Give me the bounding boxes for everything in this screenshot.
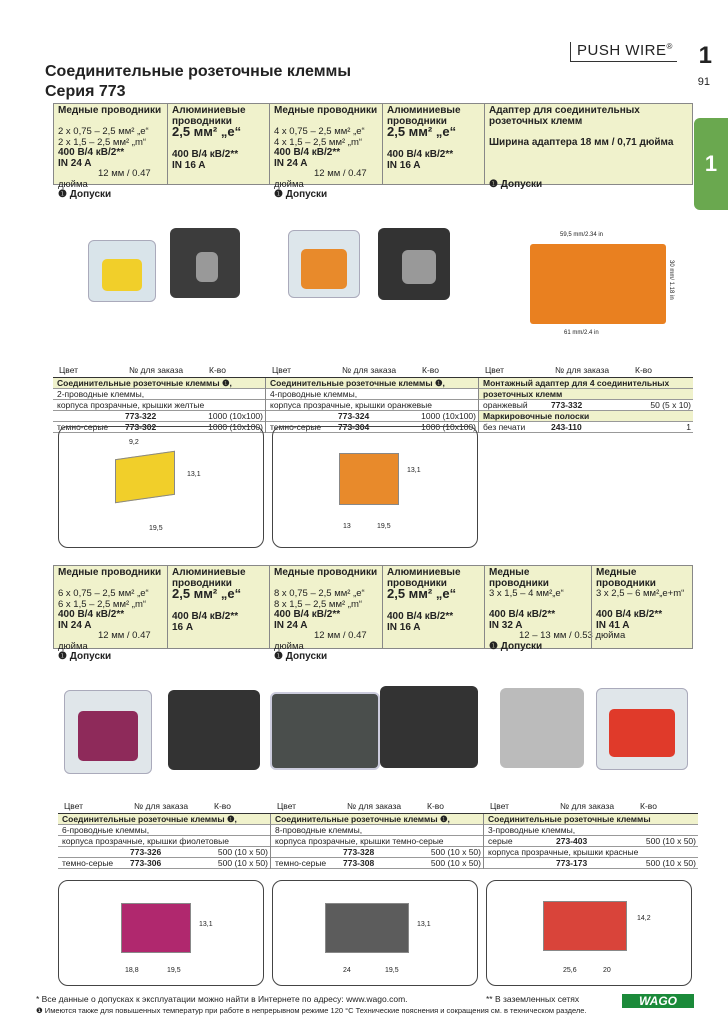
purple-cap xyxy=(78,711,138,761)
brand-reg: ® xyxy=(666,42,673,51)
col-color: Цвет xyxy=(485,365,505,375)
spec-current: IN 32 A xyxy=(489,619,523,631)
col-color: Цвет xyxy=(59,365,79,375)
col-qty: К-во xyxy=(422,365,439,375)
col-qty: К-во xyxy=(209,365,226,375)
table-block xyxy=(271,814,484,869)
col-color: Цвет xyxy=(64,801,84,811)
footnote-2: ** В заземленных сетях xyxy=(486,994,580,1004)
approvals-label: ❶ Допуски xyxy=(489,178,543,190)
chapter-number: 1 xyxy=(698,42,712,69)
color: темно-серые xyxy=(57,422,109,432)
table-row xyxy=(271,847,483,858)
spec-heading: Медные проводники xyxy=(274,105,378,116)
quantity: 1000 (10x100) xyxy=(208,422,263,432)
quantity: 500 (10 x 50) xyxy=(217,858,268,868)
spec-line: 400 В/4 кВ/2** xyxy=(596,609,663,620)
dimension-drawing-4 xyxy=(272,426,478,548)
spec-heading: Алюминиевые проводники xyxy=(172,105,246,127)
spec-line: 6 x 1,5 – 2,5 мм² „m“ xyxy=(58,598,147,610)
table-row xyxy=(58,814,270,825)
dim-base: 61 mm/2.4 in xyxy=(564,330,599,336)
dim-label: 13,1 xyxy=(199,921,213,928)
wire-holes xyxy=(196,252,218,282)
table-header xyxy=(479,362,693,377)
cell: корпуса прозрачные, крышки красные xyxy=(488,847,639,857)
cell: 3-проводные клеммы, xyxy=(488,825,576,835)
order-number: 243-110 xyxy=(551,422,582,432)
spec-current: IN 16 A xyxy=(387,159,421,171)
order-table-1 xyxy=(53,362,693,433)
table-header xyxy=(58,798,271,813)
cell: Маркировочные полоски xyxy=(483,411,590,421)
col-color: Цвет xyxy=(272,365,292,375)
table-row xyxy=(58,858,270,869)
approvals-label: ❶ Допуски xyxy=(274,651,328,662)
spec-current: IN 24 A xyxy=(58,619,92,631)
wire-holes xyxy=(402,250,436,284)
product-image-773-322 xyxy=(88,240,156,302)
table-row xyxy=(271,814,483,825)
table-row xyxy=(58,847,270,858)
dim-label: 18,8 xyxy=(125,967,139,974)
spec-line: 400 В/4 кВ/2** xyxy=(274,609,341,620)
side-tab[interactable]: 1 xyxy=(694,118,728,210)
brand-mark xyxy=(570,42,677,62)
spec-line: 6 x 0,75 – 2,5 мм² „e“ xyxy=(58,588,149,599)
dim-label: 13,1 xyxy=(417,921,431,928)
spec-line: 400 В/4 кВ/2** xyxy=(58,147,125,158)
spec-heading: Медные проводники xyxy=(58,105,162,116)
approvals-label: ❶ Допуски xyxy=(274,189,328,200)
cell: 8-проводные клеммы, xyxy=(275,825,363,835)
spec-line: 400 В/4 кВ/2** xyxy=(172,611,239,622)
strip-length: 12 – 13 мм / 0.53 дюйма xyxy=(519,630,626,641)
dimension-drawing-8 xyxy=(272,880,478,986)
spec-line: 2,5 мм² „e“ xyxy=(387,586,457,601)
col-order-no: № для заказа xyxy=(134,801,189,811)
spec-current: IN 24 A xyxy=(274,157,308,169)
cell: корпуса прозрачные, крышки темно-серые xyxy=(275,836,444,846)
dim-label: 19,5 xyxy=(377,523,391,530)
spec-line: 2,5 мм² „e“ xyxy=(172,124,242,139)
dimension-drawing-6 xyxy=(58,880,264,986)
product-image-773-326 xyxy=(64,690,152,774)
cell: Соединительные розеточные клеммы xyxy=(488,814,651,824)
yellow-cap xyxy=(102,259,142,291)
table-row xyxy=(53,400,265,411)
cell: корпуса прозрачные, крышки оранжевые xyxy=(270,400,433,410)
product-image-773-302 xyxy=(170,228,240,298)
cell: 4-проводные клеммы, xyxy=(270,389,358,399)
spec-current: IN 16 A xyxy=(172,159,206,171)
spec-line: 400 В/4 кВ/2** xyxy=(274,147,341,158)
spec-line: Ширина адаптера 18 мм / 0,71 дюйма xyxy=(489,136,674,148)
spec-adapter xyxy=(484,104,692,190)
col-order-no: № для заказа xyxy=(342,365,397,375)
spec-line: 3 x 1,5 – 4 мм²„e“ xyxy=(489,588,564,599)
cell: корпуса прозрачные, крышки фиолетовые xyxy=(62,836,229,846)
spec-current: 16 A xyxy=(172,621,194,633)
approvals-label: ❶ Допуски xyxy=(58,651,112,662)
table-row xyxy=(58,825,270,836)
strip-length: 12 мм / 0.47 дюйма xyxy=(274,630,367,652)
strip-length: 12 мм / 0.47 дюйма xyxy=(58,630,151,652)
spec-heading: Медные проводники xyxy=(58,567,162,578)
spec-cu-6 xyxy=(54,566,167,662)
spec-line: 3 x 2,5 – 6 мм²„e+m“ xyxy=(596,588,685,599)
col-order-no: № для заказа xyxy=(129,365,184,375)
cell: 6-проводные клеммы, xyxy=(62,825,150,835)
dimension-drawing-2 xyxy=(58,426,264,548)
spec-line: 2 x 1,5 – 2,5 мм² „m“ xyxy=(58,136,147,148)
col-qty: К-во xyxy=(635,365,652,375)
order-number: 773-173 xyxy=(556,858,588,868)
spec-bar-1 xyxy=(53,103,693,200)
dimension-drawing-3 xyxy=(486,880,692,986)
dim-label: 25,6 xyxy=(563,967,577,974)
spec-cu-4 xyxy=(269,104,382,200)
color: оранжевый xyxy=(483,400,528,410)
product-image-773-306 xyxy=(168,690,260,770)
col-qty: К-во xyxy=(427,801,444,811)
product-image-773-308 xyxy=(380,686,478,768)
quantity: 500 (10 x 50) xyxy=(430,847,481,857)
table-row xyxy=(484,825,698,836)
spec-al-4 xyxy=(382,104,484,184)
strip-length: 12 мм / 0.47 дюйма xyxy=(274,168,367,190)
table-block xyxy=(479,378,693,433)
order-number: 773-332 xyxy=(551,400,583,410)
spec-current: IN 16 A xyxy=(387,621,421,633)
col-order-no: № для заказа xyxy=(347,801,402,811)
spec-al-6 xyxy=(167,566,269,648)
table-row xyxy=(479,411,693,422)
spec-line: 8 x 1,5 – 2,5 мм² „m“ xyxy=(274,598,363,610)
color: серые xyxy=(488,836,513,846)
spec-current: IN 24 A xyxy=(58,157,92,169)
spec-heading: Медные проводники xyxy=(596,567,656,589)
spec-bar-2 xyxy=(53,565,693,662)
red-cap xyxy=(543,901,627,951)
dim-label: 19,5 xyxy=(149,525,163,532)
spec-heading: Алюминиевые проводники xyxy=(387,105,461,127)
spec-heading: Медные проводники xyxy=(274,567,378,578)
table-row xyxy=(479,378,693,389)
quantity: 50 (5 x 10) xyxy=(650,400,691,410)
table-block xyxy=(53,378,266,433)
spec-line: 2,5 мм² „e“ xyxy=(387,124,457,139)
table-row xyxy=(484,836,698,847)
cell: Соединительные розеточные клеммы ❶, xyxy=(275,814,450,824)
page-title xyxy=(45,62,351,102)
dim-width: 59,5 mm/2.34 in xyxy=(560,232,604,238)
table-row xyxy=(58,836,270,847)
spec-line: 2,5 мм² „e“ xyxy=(172,586,242,601)
spec-line: 400 В/4 кВ/2** xyxy=(387,611,454,622)
table-row xyxy=(266,411,478,422)
table-header xyxy=(484,798,698,813)
table-row xyxy=(266,378,478,389)
spec-heading: Алюминиевые проводники xyxy=(387,567,461,589)
order-number: 773-306 xyxy=(130,858,162,868)
col-color: Цвет xyxy=(490,801,510,811)
quantity: 500 (10 x 50) xyxy=(645,836,696,846)
spec-cu-8 xyxy=(269,566,382,662)
col-order-no: № для заказа xyxy=(555,365,610,375)
cell: розеточных клемм xyxy=(483,389,563,399)
wago-logo: WAGO xyxy=(622,994,694,1008)
product-image-273-403 xyxy=(500,688,584,768)
dim-label: 9,2 xyxy=(129,439,139,446)
table-row xyxy=(479,400,693,411)
table-row xyxy=(484,847,698,858)
order-number: 773-322 xyxy=(125,411,157,421)
order-number: 773-302 xyxy=(125,422,157,432)
order-number: 273-403 xyxy=(556,836,588,846)
dim-label: 19,5 xyxy=(385,967,399,974)
product-image-773-328 xyxy=(270,692,380,770)
spec-line: 2 x 0,75 – 2,5 мм² „e“ xyxy=(58,126,149,137)
orange-cap xyxy=(301,249,347,289)
color: темно-серые xyxy=(270,422,322,432)
grey-cap xyxy=(325,903,409,953)
purple-cap xyxy=(121,903,191,953)
table-row xyxy=(479,422,693,433)
yellow-cap xyxy=(115,451,175,503)
cell: Соединительные розеточные клеммы ❶, xyxy=(57,378,232,388)
cell: Соединительные розеточные клеммы ❶, xyxy=(270,378,445,388)
order-number: 773-308 xyxy=(343,858,375,868)
col-color: Цвет xyxy=(277,801,297,811)
product-image-773-304 xyxy=(378,228,450,300)
table-row xyxy=(479,389,693,400)
orange-cap xyxy=(339,453,399,505)
spec-heading: Адаптер для соединительных розеточных клемм xyxy=(489,105,640,127)
order-number: 773-326 xyxy=(130,847,162,857)
spec-al-2 xyxy=(167,104,269,184)
dim-label: 13 xyxy=(343,523,351,530)
spec-line: 400 В/4 кВ/2** xyxy=(387,149,454,160)
spec-current: IN 41 A xyxy=(596,619,630,631)
approvals-label: ❶ Допуски xyxy=(489,640,543,652)
table-row xyxy=(53,378,265,389)
table-header xyxy=(266,362,479,377)
order-number: 773-304 xyxy=(338,422,370,432)
quantity: 1000 (10x100) xyxy=(421,422,476,432)
table-block xyxy=(58,814,271,869)
title-line-1: Соединительные розеточные клеммы xyxy=(45,63,352,80)
spec-cu-3b xyxy=(591,566,692,648)
table-row xyxy=(484,858,698,869)
quantity: 500 (10 x 50) xyxy=(217,847,268,857)
spec-line: 4 x 0,75 – 2,5 мм² „e“ xyxy=(274,126,365,137)
strip-length: 12 мм / 0.47 дюйма xyxy=(58,168,151,190)
spec-current: IN 24 A xyxy=(274,619,308,631)
quantity: 1000 (10x100) xyxy=(208,411,263,421)
spec-heading: Алюминиевые проводники xyxy=(172,567,246,589)
quantity: 1000 (10x100) xyxy=(421,411,476,421)
orange-adapter xyxy=(530,244,666,324)
table-row xyxy=(266,389,478,400)
table-header xyxy=(53,362,266,377)
col-qty: К-во xyxy=(640,801,657,811)
product-image-773-173 xyxy=(596,688,688,770)
spec-al-8 xyxy=(382,566,484,648)
footnote-1: * Все данные о допусках к эксплуатации можно найти в Интернете по адресу: www.wago.com. xyxy=(36,994,408,1004)
dim-label: 13,1 xyxy=(407,467,421,474)
table-header xyxy=(271,798,484,813)
footnote-3: ❶ Имеются также для повышенных температур при работе в непрерывном режиме 120 °C Технические пояснения и сокращения см. в техническом разделе. xyxy=(36,1006,587,1015)
brand-text: PUSH WIRE xyxy=(577,42,667,59)
table-row xyxy=(53,411,265,422)
dim-label: 13,1 xyxy=(187,471,201,478)
spec-line: 4 x 1,5 – 2,5 мм² „m“ xyxy=(274,136,363,148)
table-row xyxy=(271,825,483,836)
color: темно-серые xyxy=(275,858,327,868)
cell: Соединительные розеточные клеммы ❶, xyxy=(62,814,237,824)
table-row xyxy=(53,389,265,400)
spec-cu-2 xyxy=(54,104,167,200)
dim-label: 24 xyxy=(343,967,351,974)
spec-line: 400 В/4 кВ/2** xyxy=(58,609,125,620)
table-row xyxy=(271,836,483,847)
spec-line: 400 В/4 кВ/2** xyxy=(489,609,556,620)
color: без печати xyxy=(483,422,526,432)
approvals-label: ❶ Допуски xyxy=(58,189,112,200)
dim-label: 20 xyxy=(603,967,611,974)
page-number: 91 xyxy=(697,76,710,88)
spec-line: 400 В/4 кВ/2** xyxy=(172,149,239,160)
spec-line: 8 x 0,75 – 2,5 мм² „e“ xyxy=(274,588,365,599)
col-order-no: № для заказа xyxy=(560,801,615,811)
table-block xyxy=(484,814,698,869)
table-row xyxy=(266,400,478,411)
quantity: 500 (10 x 50) xyxy=(645,858,696,868)
title-line-2: Серия 773 xyxy=(45,83,126,100)
spec-heading: Медные проводники xyxy=(489,567,549,589)
cell: корпуса прозрачные, крышки желтые xyxy=(57,400,205,410)
quantity: 500 (10 x 50) xyxy=(430,858,481,868)
product-image-773-324 xyxy=(288,230,360,298)
table-block xyxy=(266,378,479,433)
table-row xyxy=(484,814,698,825)
order-table-2 xyxy=(58,798,698,869)
dim-label: 14,2 xyxy=(637,915,651,922)
col-qty: К-во xyxy=(214,801,231,811)
dim-height: 30 mm/ 1.18 in xyxy=(668,260,674,300)
order-number: 773-324 xyxy=(338,411,370,421)
cell: Монтажный адаптер для 4 соединительных xyxy=(483,378,670,388)
red-cap xyxy=(609,709,675,757)
order-number: 773-328 xyxy=(343,847,375,857)
table-row xyxy=(271,858,483,869)
cell: 2-проводные клеммы, xyxy=(57,389,145,399)
quantity: 1 xyxy=(686,422,691,432)
dim-label: 19,5 xyxy=(167,967,181,974)
adapter-drawing xyxy=(520,230,680,340)
color: темно-серые xyxy=(62,858,114,868)
